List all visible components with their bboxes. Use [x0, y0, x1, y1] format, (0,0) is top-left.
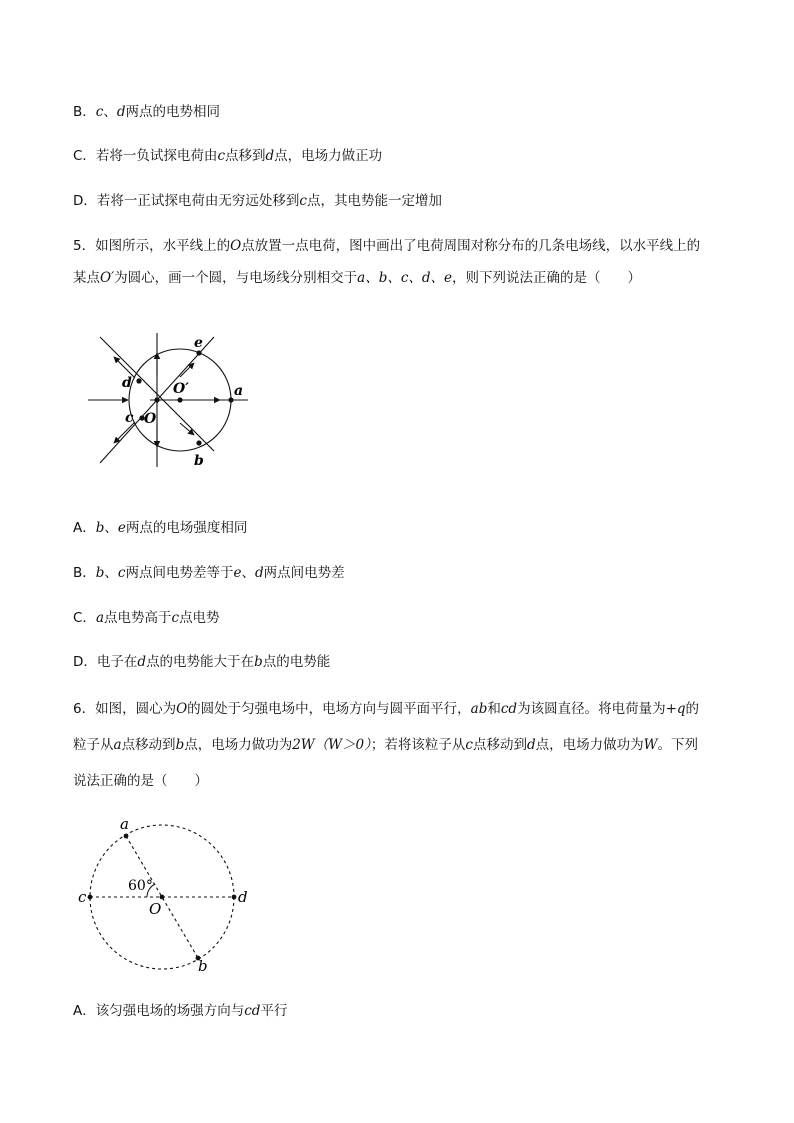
label-angle: 60°: [128, 878, 153, 894]
q4-option-c: C．若将一负试探电荷由c点移到d点，电场力做正功: [73, 148, 383, 164]
label-O-prime: O′: [173, 381, 189, 397]
label-d: d: [122, 375, 132, 391]
label-a: a: [120, 816, 129, 833]
label-O: O: [149, 900, 162, 918]
q6-stem-line1: 6．如图，圆心为O的圆处于匀强电场中，电场方向与圆平面平行，ab和cd为该圆直径。将电荷量为+q的: [73, 701, 700, 717]
q5-option-c: C．a点电势高于c点电势: [73, 610, 220, 626]
label-c: c: [125, 410, 134, 426]
label-e: e: [194, 335, 203, 351]
q5-option-a: A．b、e两点的电场强度相同: [73, 520, 248, 536]
q6-circle-diagram: [76, 816, 266, 976]
label-O: O: [144, 411, 157, 427]
q5-option-d: D．电子在d点的电势能大于在b点的电势能: [73, 654, 331, 670]
q4-option-b: B．c、d两点的电势相同: [73, 104, 220, 120]
q4-option-d: D．若将一正试探电荷由无穷远处移到c点，其电势能一定增加: [73, 193, 442, 209]
label-d: d: [238, 888, 248, 906]
label-a: a: [234, 383, 244, 399]
q5-field-diagram: [80, 325, 260, 475]
q6-option-a: A．该匀强电场的场强方向与cd平行: [73, 1003, 288, 1019]
q5-stem-line1: 5．如图所示，水平线上的O点放置一点电荷，图中画出了电荷周围对称分布的几条电场线，以水平线上的: [73, 238, 701, 254]
q5-stem-line2: 某点O′为圆心，画一个圆，与电场线分别相交于a、b、c、d、e，则下列说法正确的是（ ）: [73, 270, 642, 286]
label-b: b: [194, 453, 204, 469]
q6-stem-line2: 粒子从a点移动到b点，电场力做功为2W（W＞0）；若将该粒子从c点移动到d点，电场力做功为W。下列: [73, 737, 699, 753]
q5-option-b: B．b、c两点间电势差等于e、d两点间电势差: [73, 565, 345, 581]
q6-stem-line3: 说法正确的是（ ）: [73, 773, 208, 789]
label-c: c: [78, 888, 87, 906]
label-b: b: [198, 957, 208, 975]
